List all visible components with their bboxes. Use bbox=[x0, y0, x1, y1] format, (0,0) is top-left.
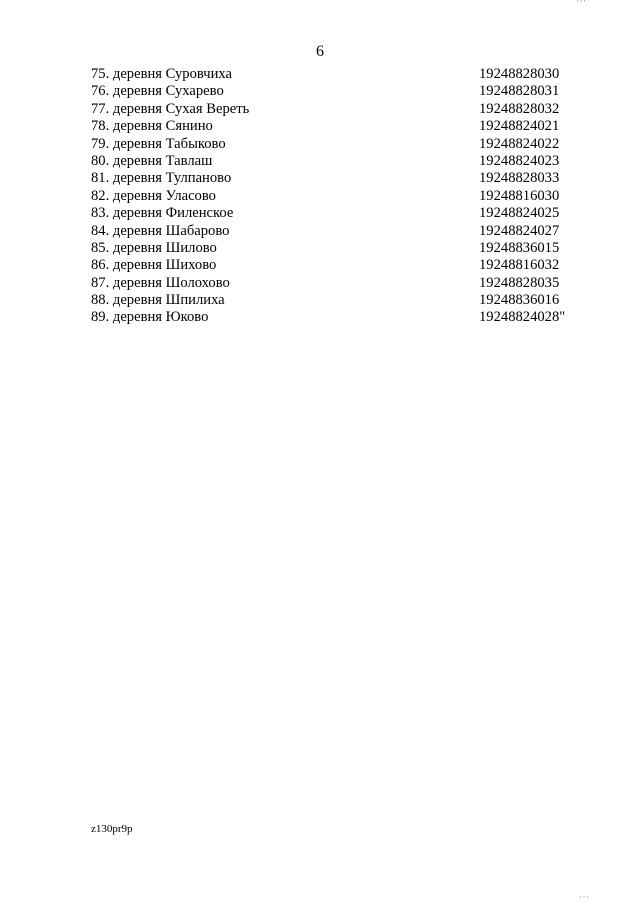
settlement-name: 85. деревня Шилово bbox=[91, 239, 217, 256]
settlement-name: 78. деревня Сянино bbox=[91, 118, 213, 135]
list-item bbox=[91, 153, 591, 170]
settlement-name: 88. деревня Шпилиха bbox=[91, 292, 225, 309]
list-item bbox=[91, 170, 591, 187]
oktmo-code: 19248828035 bbox=[479, 274, 560, 291]
list-item bbox=[91, 292, 591, 309]
settlement-name: 86. деревня Шихово bbox=[91, 257, 217, 274]
settlement-name: 76. деревня Сухарево bbox=[91, 83, 224, 100]
oktmo-code: 19248824027 bbox=[479, 222, 560, 239]
list-item bbox=[91, 136, 591, 153]
oktmo-code: 19248824025 bbox=[479, 205, 560, 222]
oktmo-code: 19248824021 bbox=[479, 118, 560, 135]
oktmo-code: 19248828032 bbox=[479, 100, 560, 117]
settlement-name: 89. деревня Юково bbox=[91, 309, 209, 326]
oktmo-code: 19248824023 bbox=[479, 152, 560, 169]
settlement-name: 79. деревня Табыково bbox=[91, 135, 226, 152]
settlement-list bbox=[91, 66, 591, 327]
oktmo-code: 19248824022 bbox=[479, 135, 560, 152]
list-item bbox=[91, 309, 591, 326]
list-item bbox=[91, 118, 591, 135]
oktmo-code: 19248828031 bbox=[479, 83, 560, 100]
oktmo-code: 19248816032 bbox=[479, 257, 560, 274]
settlement-name: 84. деревня Шабарово bbox=[91, 222, 230, 239]
page-number: 6 bbox=[316, 43, 324, 60]
list-item bbox=[91, 83, 591, 100]
settlement-name: 87. деревня Шолохово bbox=[91, 274, 230, 291]
settlement-name: 81. деревня Тулпаново bbox=[91, 170, 232, 187]
list-item bbox=[91, 188, 591, 205]
oktmo-code: 19248828033 bbox=[479, 170, 560, 187]
scan-corner-mark-bottom: ' ' ' bbox=[580, 896, 588, 903]
settlement-name: 75. деревня Суровчиха bbox=[91, 66, 232, 82]
list-item bbox=[91, 205, 591, 222]
document-footer-code: z130pr9p bbox=[91, 823, 133, 835]
oktmo-code: 19248836015 bbox=[479, 239, 560, 256]
list-item bbox=[91, 66, 591, 83]
settlement-name: 82. деревня Уласово bbox=[91, 187, 216, 204]
list-item bbox=[91, 240, 591, 257]
settlement-name: 77. деревня Сухая Вереть bbox=[91, 100, 250, 117]
list-item bbox=[91, 257, 591, 274]
oktmo-code: 19248824028" bbox=[479, 309, 566, 326]
scan-corner-mark-top: ' ' ' bbox=[577, 0, 585, 7]
oktmo-code: 19248836016 bbox=[479, 292, 560, 309]
list-item bbox=[91, 275, 591, 292]
settlement-name: 80. деревня Тавлаш bbox=[91, 152, 213, 169]
oktmo-code: 19248828030 bbox=[479, 66, 560, 82]
oktmo-code: 19248816030 bbox=[479, 187, 560, 204]
list-item bbox=[91, 101, 591, 118]
list-item bbox=[91, 223, 591, 240]
settlement-name: 83. деревня Филенское bbox=[91, 205, 234, 222]
